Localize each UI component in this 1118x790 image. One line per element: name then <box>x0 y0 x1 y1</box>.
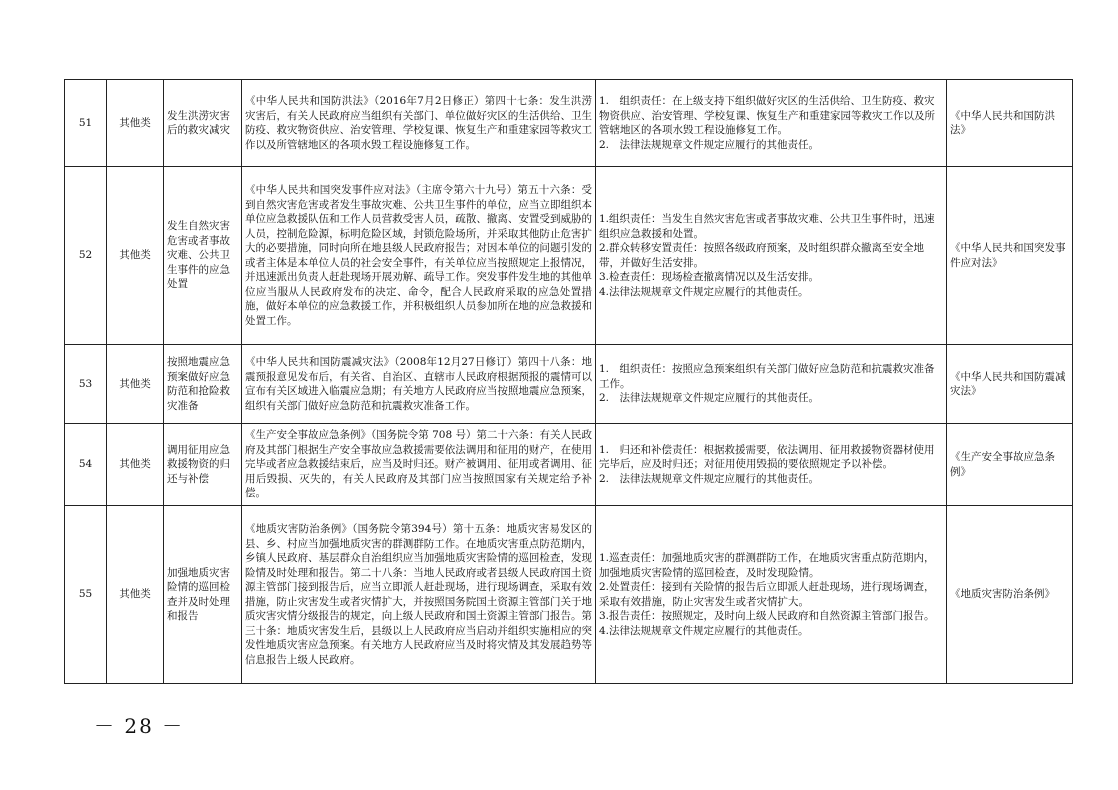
responsibility-cell <box>596 80 947 167</box>
responsibility-item: 2. 法律法规规章文件规定应履行的其他责任。 <box>599 138 820 151</box>
table-row <box>65 167 1073 345</box>
table-row <box>65 506 1073 684</box>
responsibility-cell <box>596 167 947 345</box>
responsibility-item: 3.检查责任：现场检查撤离情况以及生活安排。 <box>599 271 820 283</box>
responsibility-item: 1. 归还和补偿责任：根据救援需要，依法调用、征用救援物资器材使用完毕后，应及时归还；对征用使用毁损的要依照规定予以补偿。 <box>599 443 935 471</box>
item-name-cell: 发生洪涝灾害后的救灾减灾 <box>164 80 242 167</box>
table-row <box>65 424 1073 506</box>
category-cell: 其他类 <box>107 345 164 424</box>
responsibility-item: 2. 法律法规规章文件规定应履行的其他责任。 <box>599 472 820 485</box>
responsibility-cell <box>596 424 947 506</box>
table-body <box>65 80 1073 684</box>
table-row <box>65 80 1073 167</box>
row-number-cell: 53 <box>65 345 107 424</box>
row-number-cell: 54 <box>65 424 107 506</box>
page-number: － 28 － <box>94 714 185 738</box>
responsibility-item: 2. 法律法规规章文件规定应履行的其他责任。 <box>599 392 820 405</box>
responsibility-cell <box>596 345 947 424</box>
legal-basis-cell: 《地质灾害防治条例》（国务院令第394号）第十五条：地质灾害易发区的县、乡、村应当加强地质灾害的群测群防工作。在地质灾害重点防范期内，乡镇人民政府、基层群众自治组织应当加强地质灾害险情的巡回检查，发现险情及时处理和报告。第二十八条：当地人民政府或者县级人民政府国土资源主管部门接到报告后，应当立即派人赶赴现场，进行现场调查，采取有效措施，防止灾害发生或者灾情扩大，并按照国务院国土资源主管部门关于地质灾害灾情分级报告的规定，向上级人民政府和国土资源主管部门报告。第三十条：地质灾害发生后，县级以上人民政府应当启动并组织实施相应的突发性地质灾害应急预案。有关地方人民政府应当及时将灾情及其发展趋势等信息报告上级人民政府。 <box>242 506 596 684</box>
law-reference-cell: 《中华人民共和国突发事件应对法》 <box>947 167 1073 345</box>
item-name-cell: 调用征用应急救援物资的归还与补偿 <box>164 424 242 506</box>
responsibility-item: 3.报告责任：按照规定，及时向上级人民政府和自然资源主管部门报告。 <box>599 610 935 622</box>
law-reference-cell: 《中华人民共和国防洪法》 <box>947 80 1073 167</box>
responsibility-item: 2.处置责任：接到有关险情的报告后立即派人赶赴现场，进行现场调查，采取有效措施，防止灾害发生或者灾情扩大。 <box>599 581 935 608</box>
row-number-cell: 55 <box>65 506 107 684</box>
law-reference-cell: 《生产安全事故应急条例》 <box>947 424 1073 506</box>
row-number-cell: 51 <box>65 80 107 167</box>
category-cell: 其他类 <box>107 167 164 345</box>
legal-basis-cell: 《中华人民共和国防洪法》（2016年7月2日修正）第四十七条：发生洪涝灾害后，有关人民政府应当组织有关部门、单位做好灾区的生活供给、卫生防疫、救灾物资供应、治安管理、学校复课、恢复生产和重建家园等救灾工作以及所管辖地区的各项水毁工程设施修复工作。 <box>242 80 596 167</box>
table-row <box>65 345 1073 424</box>
legal-basis-cell: 《中华人民共和国防震减灾法》（2008年12月27日修订）第四十八条：地震预报意见发布后，有关省、自治区、直辖市人民政府根据预报的震情可以宣布有关区域进入临震应急期；有关地方人民政府应当按照地震应急预案，组织有关部门做好应急防范和抗震救灾准备工作。 <box>242 345 596 424</box>
category-cell: 其他类 <box>107 80 164 167</box>
item-name-cell: 加强地质灾害险情的巡回检查并及时处理和报告 <box>164 506 242 684</box>
row-number-cell: 52 <box>65 167 107 345</box>
responsibility-item: 1. 组织责任：在上级支持下组织做好灾区的生活供给、卫生防疫、救灾物资供应、治安管理、学校复课、恢复生产和重建家园等救灾工作以及所管辖地区的各项水毁工程设施修复工作。 <box>599 95 935 136</box>
responsibility-table <box>64 79 1073 684</box>
responsibility-item: 1.巡查责任：加强地质灾害的群测群防工作，在地质灾害重点防范期内，加强地质灾害险情的巡回检查，及时发现险情。 <box>599 552 935 579</box>
legal-basis-cell: 《生产安全事故应急条例》（国务院令第 708 号）第二十六条：有关人民政府及其部门根据生产安全事故应急救援需要依法调用和征用的财产，在使用完毕或者应急救援结束后，应当及时归还。财产被调用、征用或者调用、征用后毁损、灭失的，有关人民政府及其部门应当按照国家有关规定给予补偿。 <box>242 424 596 506</box>
category-cell: 其他类 <box>107 506 164 684</box>
responsibility-item: 4.法律法规规章文件规定应履行的其他责任。 <box>599 285 809 298</box>
law-reference-cell: 《地质灾害防治条例》 <box>947 506 1073 684</box>
category-cell: 其他类 <box>107 424 164 506</box>
item-name-cell: 按照地震应急预案做好应急防范和抢险救灾准备 <box>164 345 242 424</box>
item-name-cell: 发生自然灾害危害或者事故灾难、公共卫生事件的应急处置 <box>164 167 242 345</box>
legal-basis-cell: 《中华人民共和国突发事件应对法》（主席令第六十九号）第五十六条：受到自然灾害危害或者发生事故灾难、公共卫生事件的单位，应当立即组织本单位应急救援队伍和工作人员营救受害人员，疏散、撤离、安置受到威胁的人员，控制危险源，标明危险区域，封锁危险场所，并采取其他防止危害扩大的必要措施，同时向所在地县级人民政府报告；对因本单位的问题引发的或者主体是本单位人员的社会安全事件，有关单位应当按照规定上报情况，并迅速派出负责人赶赴现场开展劝解、疏导工作。突发事件发生地的其他单位应当服从人民政府发布的决定、命令，配合人民政府采取的应急处置措施，做好本单位的应急救援工作，并积极组织人员参加所在地的应急救援和处置工作。 <box>242 167 596 345</box>
responsibility-item: 1. 组织责任：按照应急预案组织有关部门做好应急防范和抗震救灾准备工作。 <box>599 363 935 390</box>
responsibility-item: 2.群众转移安置责任：按照各级政府预案，及时组织群众撤离至安全地带，并做好生活安排。 <box>599 242 925 269</box>
responsibility-item: 1.组织责任：当发生自然灾害危害或者事故灾难、公共卫生事件时，迅速组织应急救援和处置。 <box>599 213 935 240</box>
responsibility-item: 4.法律法规规章文件规定应履行的其他责任。 <box>599 624 809 637</box>
law-reference-cell: 《中华人民共和国防震减灾法》 <box>947 345 1073 424</box>
responsibility-cell <box>596 506 947 684</box>
